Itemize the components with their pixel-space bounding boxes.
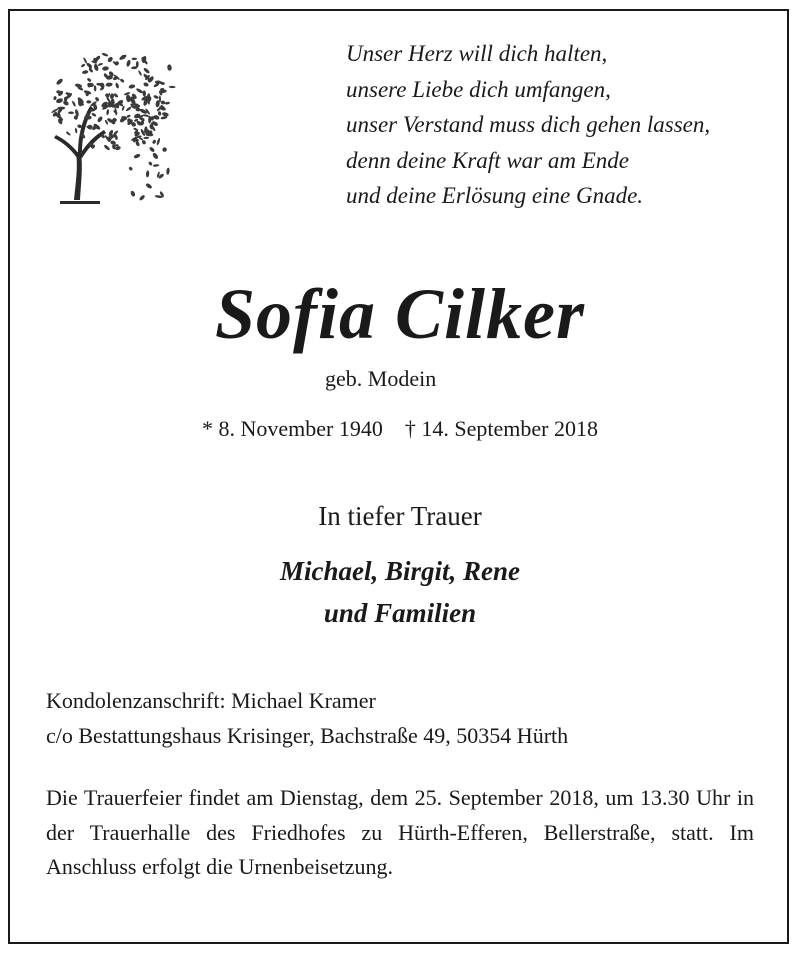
mourning-heading: In tiefer Trauer [318,501,482,531]
condolence-address [46,683,766,753]
condolence-contact: Kondolenzanschrift: Michael Kramer [46,688,376,713]
mourner-names: Michael, Birgit, Rene [279,556,520,586]
mourners [0,550,800,634]
poem-line: Unser Herz will dich halten, [346,41,608,66]
mourner-families: und Familien [323,598,477,628]
poem-line: denn deine Kraft war am Ende [346,147,629,173]
windblown-tree-icon [40,40,180,205]
poem-line: und deine Erlösung eine Gnade. [346,183,644,208]
maiden-name: geb. Modein [325,366,437,391]
poem-line: unsere Liebe dich umfangen, [346,76,611,102]
death-date: † 14. September 2018 [404,416,598,441]
service-details: Die Trauerfeier findet am Dienstag, dem 25. September 2018, um 13.30 Uhr in der Trauerhalle des Friedhofes zu Hürth-Efferen, Bellerstraße, statt. Im Anschluss erfolgt die Urnenbeisetzung. [46,785,754,879]
birth-date: * 8. November 1940 [202,416,383,441]
condolence-street: c/o Bestattungshaus Krisinger, Bachstraße 49, 50354 Hürth [46,723,569,748]
poem-line: unser Verstand muss dich gehen lassen, [346,112,711,137]
life-dates [0,414,800,444]
decedent-name: Sofia Cilker [214,274,586,354]
poem [346,36,766,214]
